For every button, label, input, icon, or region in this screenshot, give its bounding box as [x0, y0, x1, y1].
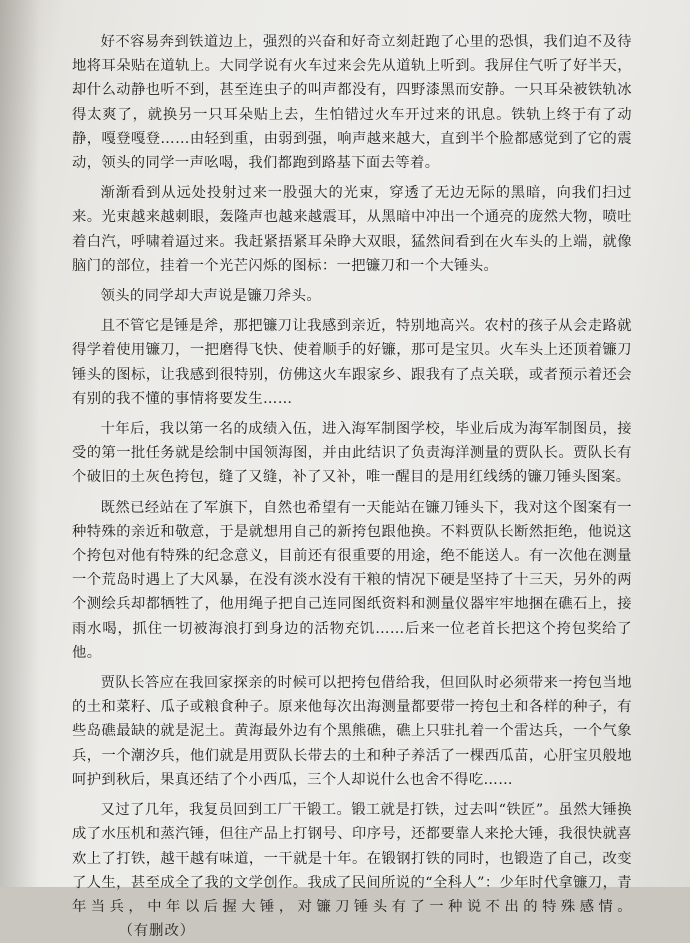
- paragraph-3: 领头的同学却大声说是镰刀斧头。: [100, 288, 322, 305]
- edit-note: （有删改）: [118, 923, 196, 940]
- page-edge-shadow: [0, 0, 40, 887]
- paragraph-2: 渐渐看到从远处投射过来一股强大的光束，穿透了无边无际的黑暗，向我们扫过来。光束越来越刺眼，轰隆声也越来越震耳，从黑暗中冲出一个通亮的庞然大物，喷吐着白汽，呼啸着逼过来。我赶紧捂紧耳朵睁大双眼，猛然间看到在火车头的上端，就像脑门的部位，挂着一个光芒闪烁的图标：一把镰刀和一个大锤头。: [72, 185, 632, 274]
- paragraph-6: 既然已经站在了军旗下，自然也希望有一天能站在镰刀锤头下，我对这个图案有一种特殊的亲近和敬意，于是就想用自己的新挎包跟他换。不料贾队长断然拒绝，他说这个挎包对他有特殊的纪念意义，目前还有很重要的用途，绝不能送人。有一次他在测量一个荒岛时遇上了大风暴，在没有淡水没有干粮的情况下硬是坚持了十三天，另外的两个测绘兵却都牺牲了，他用绳子把自己连同图纸资料和测量仪器牢牢地捆在礁石上，接雨水喝，抓住一切被海浪打到身边的活物充饥……后来一位老首长把这个挎包奖给了他。: [72, 499, 632, 661]
- paragraph-7: 贾队长答应在我回家探亲的时候可以把挎包借给我，但回队时必须带来一挎包当地的土和菜籽、瓜子或粮食种子。原来他每次出海测量都要带一挎包土和各样的种子，有些岛礁最缺的就是泥土。黄海最外边有个黑熊礁，礁上只驻扎着一个雷达兵，一个气象兵，一个潮汐兵，他们就是用贾队长带去的土和种子养活了一棵西瓜苗，心肝宝贝般地呵护到秋后，果真还结了个小西瓜，三个人却说什么也舍不得吃……: [72, 675, 632, 788]
- paragraph-4: 且不管它是锤是斧，那把镰刀让我感到亲近，特别地高兴。农村的孩子从会走路就得学着使用镰刀，一把磨得飞快、使着顺手的好镰，那可是宝贝。火车头上还顶着镰刀锤头的图标，让我感到很特别，仿佛这火车跟家乡、跟我有了点关联，或者预示着还会有别的我不懂的事情将要发生……: [72, 318, 632, 407]
- paragraph-1: 好不容易奔到铁道边上，强烈的兴奋和好奇立刻赶跑了心里的恐惧，我们迫不及待地将耳朵贴在道轨上。大同学说有火车过来会先从道轨上听到。我屏住气听了好半天，却什么动静也听不到，甚至连虫子的叫声都没有，四野漆黑而安静。一只耳朵被铁轨冰得太爽了，就换另一只耳朵贴上去，生怕错过火车开过来的讯息。铁轨上终于有了动静，嘎登嘎登……由轻到重，由弱到强，响声越来越大，直到半个脸都感觉到了它的震动，领头的同学一声吆喝，我们都跑到路基下面去等着。: [72, 34, 632, 172]
- paragraph-8-text: 又过了几年，我复员回到工厂干锻工。锻工就是打铁，过去叫“铁匠”。虽然大锤换成了水压机和蒸汽锤，但往产品上打钢号、印序号，还都要靠人来抡大锤，我很快就喜欢上了打铁，越干越有味道，一干就是十年。在锻钢打铁的同时，也锻造了自己，改变了人生，甚至成全了我的文学创作。我成了民间所说的“全科人”：少年时代拿镰刀，青年当兵，中年以后握大锤，对镰刀锤头有了一种说不出的特殊感情。: [72, 802, 632, 915]
- article-body: [72, 30, 632, 943]
- paragraph-8: [72, 798, 632, 943]
- paragraph-5: 十年后，我以第一名的成绩入伍，进入海军制图学校，毕业后成为海军制图员，接受的第一批任务就是绘制中国领海图，并由此结识了负责海洋测量的贾队长。贾队长有个破旧的土灰色挎包，缝了又缝，补了又补，唯一醒目的是用红线绣的镰刀锤头图案。: [72, 421, 632, 486]
